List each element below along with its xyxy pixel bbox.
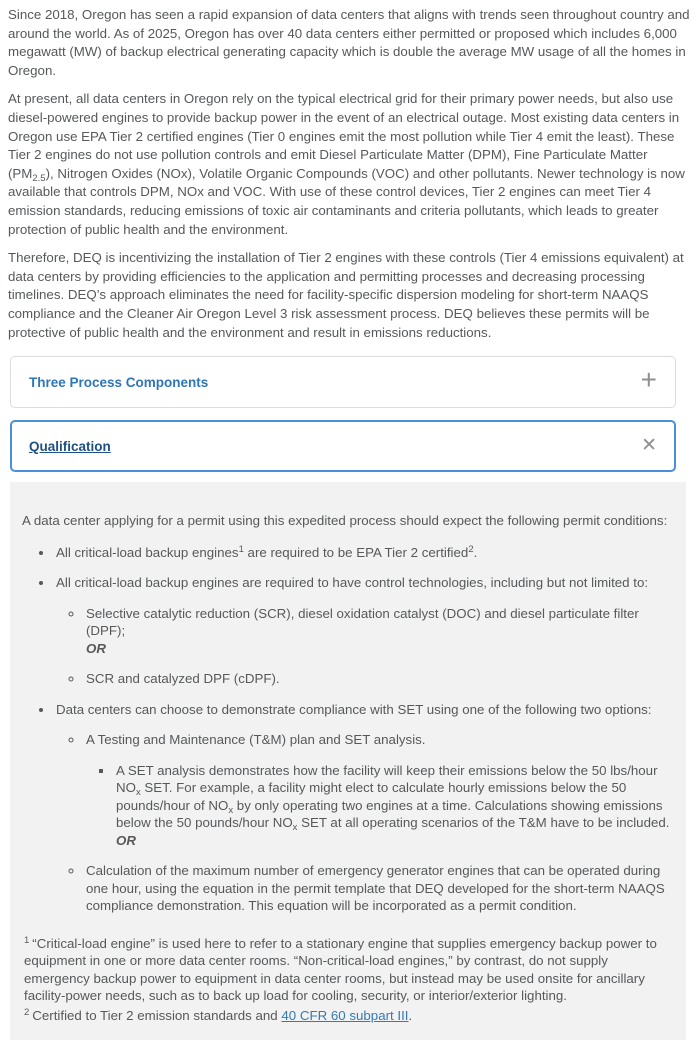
- set-analysis-sublist: [86, 762, 674, 850]
- qualification-panel: [10, 482, 686, 1040]
- condition-list: [22, 544, 674, 915]
- list-item-text: All critical-load backup engines: [56, 544, 239, 560]
- list-item-text: Calculation of the maximum number of emergency generator engines that can be operated during one hour, using the equation in the permit template that DEQ developed for the short-term NAAQS compliance demonstration. This equation will be incorporated as a permit condition.: [86, 863, 665, 914]
- list-item-text: Data centers can choose to demonstrate compliance with SET using one of the following two options:: [56, 701, 652, 717]
- accordion-three-process-components-label[interactable]: Three Process Components: [29, 374, 209, 390]
- list-item-text: A Testing and Maintenance (T&M) plan and SET analysis.: [86, 732, 426, 748]
- footnote-1-text: “Critical-load engine” is used here to refer to a stationary engine that supplies emergency backup power to equipment in one or more data center rooms. “Non-critical-load engines,” by contrast, do not supply emergency backup power to equipment in data center rooms, but instead may be used onsite for ancillary facility-power needs, such as to back up load for cooling, security, or interior/exterior lighting.: [24, 935, 657, 1004]
- list-item-text: are required to be EPA Tier 2 certified: [243, 544, 469, 560]
- accordion-qualification[interactable]: [10, 420, 676, 472]
- cfr-link[interactable]: 40 CFR 60 subpart III: [281, 1007, 409, 1023]
- pm25-subscript: 2.5: [32, 172, 46, 184]
- footnote-2-marker: 2: [24, 1006, 30, 1018]
- set-options-sublist: [56, 731, 674, 915]
- intro-paragraph-2: [8, 90, 692, 239]
- footnote-ref-2: 2: [468, 543, 474, 555]
- accordion-three-process-components[interactable]: [10, 356, 676, 408]
- list-item-text: SCR and catalyzed DPF (cDPF).: [86, 671, 280, 687]
- footnote-ref-1: 1: [238, 543, 244, 555]
- list-item-text: .: [473, 544, 478, 560]
- footnote-2-period: .: [408, 1007, 413, 1023]
- list-item-tm-plan: [84, 731, 674, 849]
- control-tech-sublist: [56, 605, 674, 688]
- list-item-scr-cdpf: [84, 670, 674, 688]
- list-item-text: A SET analysis demonstrates how the facility will keep their emissions below the 50 lbs/hour NO: [116, 762, 658, 796]
- footnote-1: [24, 935, 674, 1005]
- nox-subscript: x: [135, 787, 141, 799]
- list-item-text: Selective catalytic reduction (SCR), diesel oxidation catalyst (DOC) and diesel particulate filter (DPF);: [86, 605, 639, 639]
- nox-subscript: x: [228, 804, 234, 816]
- intro-paragraph-1: Since 2018, Oregon has seen a rapid expansion of data centers that aligns with trends seen throughout country and around the world. As of 2025, Oregon has over 40 data centers either permitted or proposed which includes 6,000 megawatt (MW) of backup electrical generating capacity which is double the average MW usage of all the homes in Oregon.: [8, 7, 690, 78]
- or-label: OR: [86, 640, 106, 656]
- intro-paragraph-2-part-a: At present, all data centers in Oregon rely on the typical electrical grid for their primary power needs, but also use diesel-powered engines to provide backup power in the event of an electrical outage. Most existing data centers in Oregon use EPA Tier 2 certified engines (Tier 0 engines emit the most pollution while Tier 4 emit the least). These Tier 2 engines do not use pollution controls and emit Diesel Particulate Matter (DPM), Fine Particulate Matter (PM: [8, 91, 680, 181]
- accordion-qualification-label[interactable]: Qualification: [29, 438, 111, 454]
- footnote-2: [24, 1007, 674, 1025]
- plus-icon[interactable]: +: [640, 364, 657, 396]
- list-item-text: SET. For example, a facility might elect to calculate hourly emissions below the 50 pounds/hour of NO: [116, 780, 627, 813]
- list-item-set-analysis: [114, 762, 674, 850]
- intro-paragraph-3: Therefore, DEQ is incentivizing the installation of Tier 2 engines with these controls (Tier 4 emissions equivalent) at data centers by providing efficiencies to the application and permitting processes and decreasing processing timelines. DEQ’s approach eliminates the need for facility-specific dispersion modeling for short-term NAAQS compliance and the Cleaner Air Oregon Level 3 risk assessment process. DEQ believes these permits will be protective of public health and the environment and result in emissions reductions.: [8, 250, 684, 340]
- panel-lead-text: A data center applying for a permit using this expedited process should expect the following permit conditions:: [22, 513, 668, 529]
- list-item-text: All critical-load backup engines are required to have control technologies, including but not limited to:: [56, 575, 649, 591]
- nox-subscript: x: [292, 822, 298, 834]
- close-icon[interactable]: ✕: [641, 435, 657, 457]
- list-item-text: SET at all operating scenarios of the T&M have to be included.: [297, 815, 670, 831]
- list-item-set-compliance: [54, 701, 674, 915]
- list-item-scr-doc-dpf: [84, 605, 674, 658]
- footnote-1-marker: 1: [24, 934, 30, 946]
- list-item-max-engines-calculation: [84, 862, 674, 915]
- list-item-engines-certified: [54, 544, 674, 562]
- footnote-2-text: Certified to Tier 2 emission standards and: [32, 1007, 282, 1023]
- list-item-control-technologies: [54, 574, 674, 688]
- or-label: OR: [116, 832, 136, 848]
- intro-paragraph-2-part-b: ), Nitrogen Oxides (NOx), Volatile Organic Compounds (VOC) and other pollutants. Newer technology is now available that controls DPM, NOx and VOC. With use of these control devices, Tier 2 engines can meet Tier 4 emission standards, reducing emissions of toxic air contaminants and criteria pollutants, which leads to greater protection of public health and the environment.: [8, 165, 685, 237]
- list-item-text: by only operating two engines at a time. Calculations showing emissions below the 50 pounds/hour NO: [116, 797, 663, 831]
